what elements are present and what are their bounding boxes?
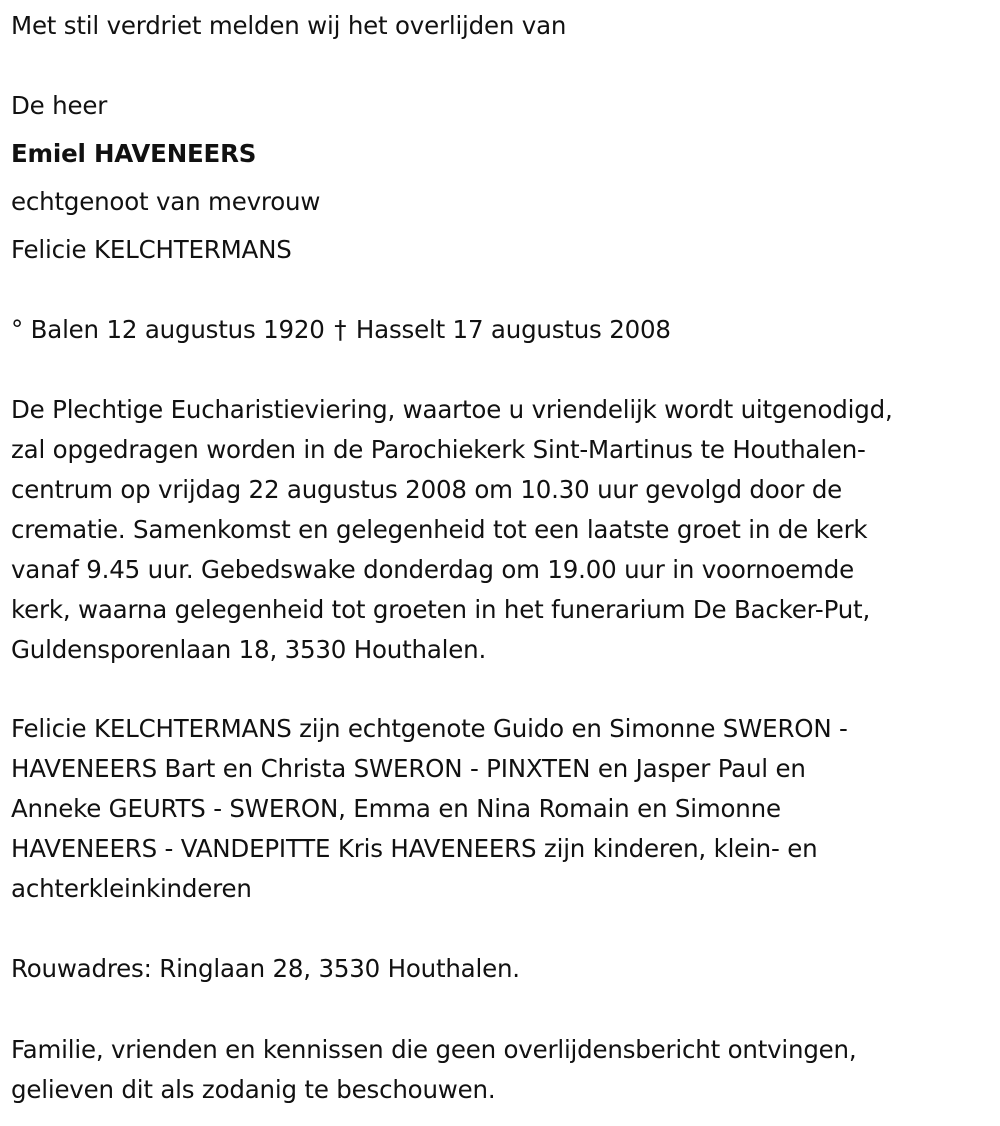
birth-death-line — [11, 315, 671, 345]
cross-icon: † — [334, 315, 347, 344]
family-line: Felicie KELCHTERMANS zijn echtgenote Guido en Simonne SWERON - — [11, 714, 848, 743]
deceased-name: Emiel HAVENEERS — [11, 139, 257, 168]
title-prefix: De heer — [11, 91, 108, 120]
family-paragraph — [11, 709, 993, 909]
birth-text: Balen 12 augustus 1920 — [30, 315, 325, 344]
ceremony-line: zal opgedragen worden in de Parochiekerk Sint-Martinus te Houthalen- — [11, 435, 866, 464]
intro-text: Met stil verdriet melden wij het overlijden van — [11, 11, 567, 40]
mourning-address — [11, 949, 993, 989]
family-line: HAVENEERS - VANDEPITTE Kris HAVENEERS zijn kinderen, klein- en — [11, 834, 818, 863]
ceremony-line: crematie. Samenkomst en gelegenheid tot een laatste groet in de kerk — [11, 515, 868, 544]
ceremony-line: kerk, waarna gelegenheid tot groeten in het funerarium De Backer-Put, — [11, 595, 871, 624]
address-line: Rouwadres: Ringlaan 28, 3530 Houthalen. — [11, 954, 520, 983]
birth-symbol: ° — [11, 315, 24, 344]
family-line: achterkleinkinderen — [11, 874, 252, 903]
ceremony-line: De Plechtige Eucharistieviering, waartoe u vriendelijk wordt uitgenodigd, — [11, 395, 893, 424]
ceremony-paragraph — [11, 390, 993, 670]
ceremony-line: centrum op vrijdag 22 augustus 2008 om 10.30 uur gevolgd door de — [11, 475, 843, 504]
closing-line: Familie, vrienden en kennissen die geen overlijdensbericht ontvingen, — [11, 1035, 857, 1064]
closing-paragraph — [11, 1030, 993, 1110]
family-line: HAVENEERS Bart en Christa SWERON - PINXTEN en Jasper Paul en — [11, 754, 806, 783]
closing-line: gelieven dit als zodanig te beschouwen. — [11, 1075, 496, 1104]
spouse-name: Felicie KELCHTERMANS — [11, 235, 292, 264]
ceremony-line: vanaf 9.45 uur. Gebedswake donderdag om 19.00 uur in voornoemde — [11, 555, 854, 584]
family-line: Anneke GEURTS - SWERON, Emma en Nina Romain en Simonne — [11, 794, 781, 823]
ceremony-line: Guldensporenlaan 18, 3530 Houthalen. — [11, 635, 487, 664]
relation-text: echtgenoot van mevrouw — [11, 187, 321, 216]
death-text: Hasselt 17 augustus 2008 — [355, 315, 671, 344]
